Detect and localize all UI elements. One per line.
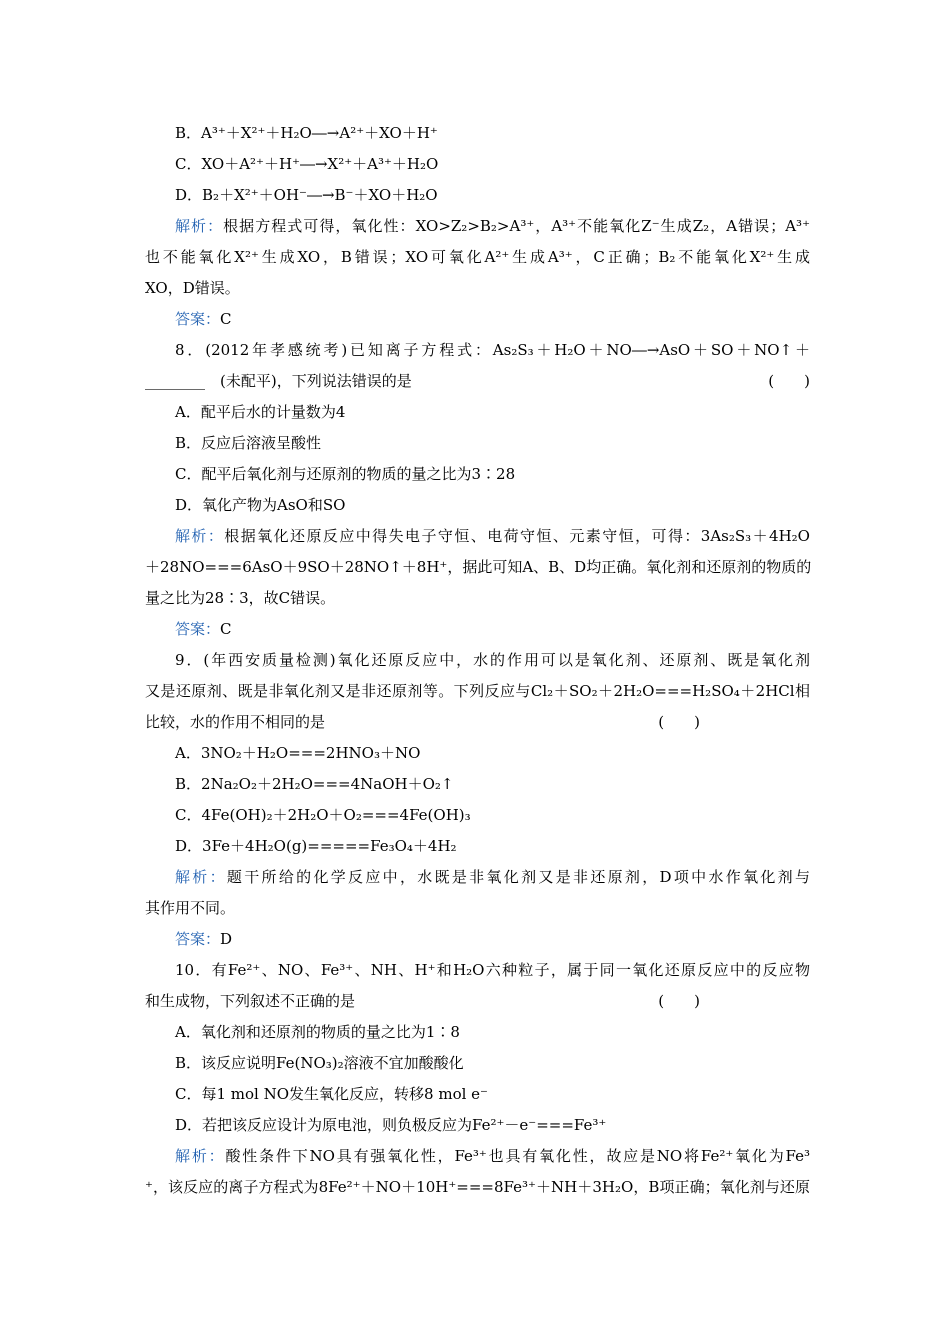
q9-analysis-label: 解析： bbox=[175, 868, 227, 886]
q8-analysis-line-3: 量之比为28∶3，故C错误。 bbox=[145, 589, 336, 607]
q7-option-b: B．A³⁺＋X²⁺＋H₂O―→A²⁺＋XO＋H⁺ bbox=[175, 124, 438, 142]
q8-answer: 答案：C bbox=[175, 620, 232, 638]
q9-answer: 答案：D bbox=[175, 930, 233, 948]
q7-analysis-line-3: XO，D错误。 bbox=[145, 279, 240, 297]
q9-answer-paren: ( ) bbox=[658, 713, 700, 731]
q8-option-d: D．氧化产物为AsO和SO bbox=[175, 496, 346, 514]
q10-option-c: C．每1 mol NO发生氧化反应，转移8 mol e⁻ bbox=[175, 1085, 488, 1103]
q10-stem-line-2: 和生成物，下列叙述不正确的是 ( ) bbox=[145, 992, 700, 1010]
q7-analysis-label: 解析： bbox=[175, 217, 224, 235]
q9-analysis-line-2: 其作用不同。 bbox=[145, 899, 236, 917]
q8-analysis-label: 解析： bbox=[175, 527, 225, 545]
q10-option-d: D．若把该反应设计为原电池，则负极反应为Fe²⁺－e⁻===Fe³⁺ bbox=[175, 1116, 607, 1134]
q7-answer-label: 答案： bbox=[175, 310, 221, 328]
q10-analysis-line-1: 解析：酸性条件下NO具有强氧化性，Fe³⁺也具有氧化性，故应是NO将Fe²⁺氧化为Fe³ bbox=[175, 1147, 810, 1165]
q7-option-c: C．XO＋A²⁺＋H⁺―→X²⁺＋A³⁺＋H₂O bbox=[175, 155, 439, 173]
q9-option-b: B．2Na₂O₂＋2H₂O===4NaOH＋O₂↑ bbox=[175, 775, 454, 793]
q9-stem-line-3: 比较，水的作用不相同的是 ( ) bbox=[145, 713, 700, 731]
q8-stem-line-2: ________ (未配平)，下列说法错误的是 ( ) bbox=[145, 372, 810, 390]
q9-stem-line-1: 9．(年西安质量检测)氧化还原反应中，水的作用可以是氧化剂、还原剂、既是氧化剂 bbox=[175, 651, 810, 669]
q8-option-c: C．配平后氧化剂与还原剂的物质的量之比为3∶28 bbox=[175, 465, 516, 483]
q9-option-d: D．3Fe＋4H₂O(g)=====Fe₃O₄＋4H₂ bbox=[175, 837, 457, 855]
q10-stem-line-1: 10．有Fe²⁺、NO、Fe³⁺、NH、H⁺和H₂O六种粒子，属于同一氧化还原反应中的反应物 bbox=[175, 961, 810, 979]
q8-answer-paren: ( ) bbox=[768, 372, 810, 390]
q9-answer-label: 答案： bbox=[175, 930, 221, 948]
q7-analysis-line-2: 也不能氧化X²⁺生成XO，B错误；XO可氧化A²⁺生成A³⁺，C正确；B₂不能氧化X²⁺生成 bbox=[145, 248, 810, 266]
q9-stem-line-2: 又是还原剂、既是非氧化剂又是非还原剂等。下列反应与Cl₂＋SO₂＋2H₂O===H₂SO₄＋2HCl相 bbox=[145, 682, 810, 700]
q10-analysis-label: 解析： bbox=[175, 1147, 226, 1165]
q7-analysis-line-1: 解析：根据方程式可得，氧化性：XO>Z₂>B₂>A³⁺，A³⁺不能氧化Z⁻生成Z₂，A错误；A³⁺ bbox=[175, 217, 810, 235]
q10-answer-paren: ( ) bbox=[658, 992, 700, 1010]
q8-answer-label: 答案： bbox=[175, 620, 221, 638]
q8-stem-line-1: 8．(2012年孝感统考)已知离子方程式：As₂S₃＋H₂O＋NO―→AsO＋SO＋NO↑＋ bbox=[175, 341, 810, 359]
q9-option-c: C．4Fe(OH)₂＋2H₂O＋O₂===4Fe(OH)₃ bbox=[175, 806, 471, 824]
q8-option-b: B．反应后溶液呈酸性 bbox=[175, 434, 322, 452]
q9-analysis-line-1: 解析：题干所给的化学反应中，水既是非氧化剂又是非还原剂，D项中水作氧化剂与 bbox=[175, 868, 810, 886]
q8-analysis-line-1: 解析：根据氧化还原反应中得失电子守恒、电荷守恒、元素守恒，可得：3As₂S₃＋4H₂O bbox=[175, 527, 810, 545]
q7-option-d: D．B₂＋X²⁺＋OH⁻―→B⁻＋XO＋H₂O bbox=[175, 186, 438, 204]
q8-analysis-line-2: ＋28NO===6AsO＋9SO＋28NO↑＋8H⁺，据此可知A、B、D均正确。氧化剂和还原剂的物质的 bbox=[145, 558, 812, 576]
q8-option-a: A．配平后水的计量数为4 bbox=[175, 403, 346, 421]
q7-answer: 答案：C bbox=[175, 310, 232, 328]
q10-analysis-line-2: ⁺，该反应的离子方程式为8Fe²⁺＋NO＋10H⁺===8Fe³⁺＋NH＋3H₂O，B项正确；氧化剂与还原 bbox=[145, 1178, 810, 1196]
q10-option-b: B．该反应说明Fe(NO₃)₂溶液不宜加酸酸化 bbox=[175, 1054, 464, 1072]
q10-option-a: A．氧化剂和还原剂的物质的量之比为1∶8 bbox=[175, 1023, 460, 1041]
q9-option-a: A．3NO₂＋H₂O===2HNO₃＋NO bbox=[175, 744, 421, 762]
